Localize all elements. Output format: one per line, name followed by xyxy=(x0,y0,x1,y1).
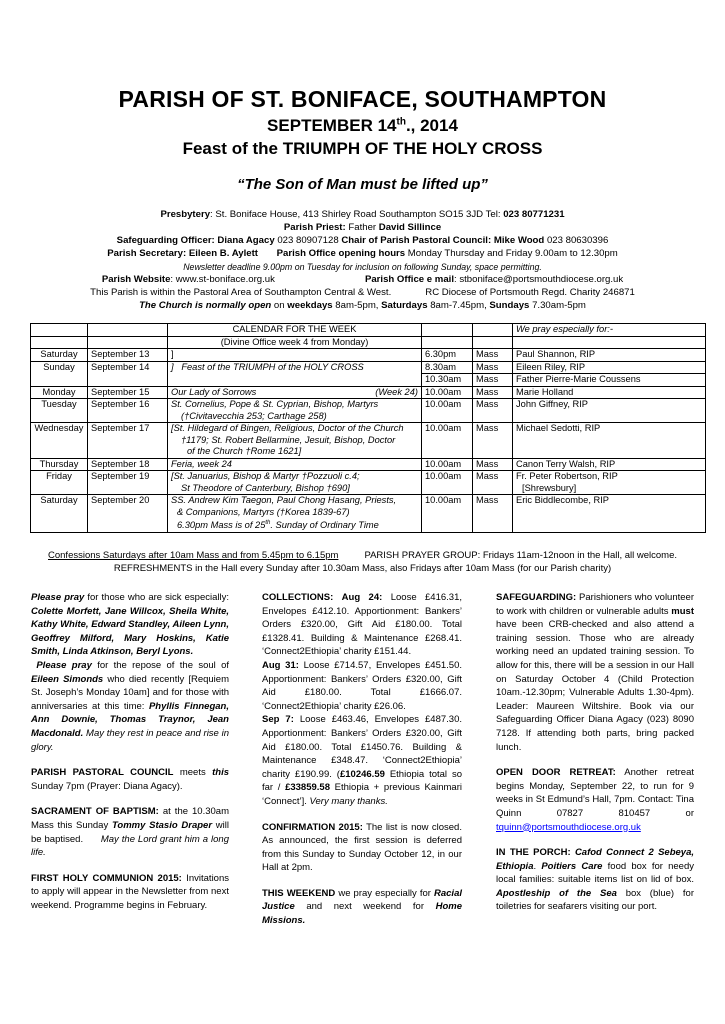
safeguarding-notice: SAFEGUARDING: Parishioners who volunteer to work with children or vulnerable adults must have been CRB-checked and also attend a training session. Those who are already working need an updated training session. To allow for this, there will be a session in our Hall on Saturday October 4 (Child Protection 10am.-12.30pm; Vulnerable Adults 1.30-4pm). Leader: Maureen Wiltshire. Book via our Safeguarding Officer Diana Agacy (023) 8090 7128. If attending both parts, bring packed lunch. xyxy=(496,592,694,753)
weekend-notice: THIS WEEKEND we pray especially for Racial Justice and next weekend for Home Missions. xyxy=(262,887,462,927)
priest-line: Parish Priest: Father David Sillince xyxy=(283,222,442,233)
calendar-row: Saturday September 20 SS. Andrew Kim Taegon, Paul Chong Hasang, Priests, & Companions, Martyrs (†Korea 1839-67) 6.30pm Mass is of 25th. Sunday of Ordinary Time 10.00am Mass Eric Biddlecombe, RIP xyxy=(31,495,706,533)
feast-title: Feast of the TRIUMPH OF THE HOLY CROSS xyxy=(182,139,543,158)
communion-notice: FIRST HOLY COMMUNION 2015: Invitations to apply will appear in the Newsletter from next weekend. Programme begins in February. xyxy=(31,872,229,911)
calendar-table xyxy=(30,323,706,533)
calendar-row: Saturday September 13 ] 6.30pm Mass Paul Shannon, RIP xyxy=(31,349,706,362)
area-line: This Parish is within the Pastoral Area of Southampton Central & West. RC Diocese of Portsmouth Regd. Charity 246871 xyxy=(90,287,635,298)
calendar-heading-row xyxy=(31,324,706,337)
calendar-subheading: (Divine Office week 4 from Monday) xyxy=(168,336,422,349)
deadline-line: Newsletter deadline 9.00pm on Tuesday for inclusion on following Sunday, space permitting. xyxy=(183,262,542,272)
calendar-row: Friday September 19 [St. Januarius, Bishop & Martyr †Pozzuoli c.4; St Theodore of Canterbury, Bishop †690] 10.00am Mass Fr. Peter Robertson, RIP [Shrewsbury] xyxy=(31,471,706,495)
pastoral-council-notice: PARISH PASTORAL COUNCIL meets this Sunday 7pm (Prayer: Diana Agacy). xyxy=(31,767,229,792)
motto: “The Son of Man must be lifted up” xyxy=(237,176,488,193)
issue-date: SEPTEMBER 14th., 2014 xyxy=(267,116,458,135)
pray-heading: We pray especially for:- xyxy=(513,324,706,337)
calendar-subheading-row xyxy=(31,336,706,349)
calendar-row: Sunday September 14 ] Feast of the TRIUMPH of the HOLY CROSS 8.30am Mass Eileen Riley, RIP xyxy=(31,361,706,374)
calendar-heading: CALENDAR FOR THE WEEK xyxy=(168,324,422,337)
porch-notice: IN THE PORCH: Cafod Connect 2 Sebeya, Ethiopia. Poitiers Care food box for needy local families: suitable items list on lid of box. Apostleship of the Sea box (blue) for toiletries for seafarers visiting our port. xyxy=(496,847,695,913)
column-right xyxy=(496,591,694,926)
refreshments-line: REFRESHMENTS in the Hall every Sunday after 10.30am Mass, also Fridays after 10am Mass (for our Parish charity) xyxy=(113,563,612,574)
calendar-row: 10.30am Mass Father Pierre-Marie Coussens xyxy=(31,374,706,387)
column-left xyxy=(31,591,232,924)
baptism-notice: SACRAMENT OF BAPTISM: at the 10.30am Mass this Sunday Tommy Stasio Draper will be baptised. May the Lord grant him a long life. xyxy=(31,806,232,859)
retreat-notice: OPEN DOOR RETREAT: Another retreat begins Monday, September 22, to run for 9 weeks in St Edmund’s Hall, 7pm. Contact: Tina Quinn 07827 810457 or tquinn@portsmouthdiocese.org.uk xyxy=(496,767,695,833)
presbytery-line: Presbytery: St. Boniface House, 413 Shirley Road Southampton SO15 3JD Tel: 023 80771231 xyxy=(160,209,565,220)
page-title: PARISH OF ST. BONIFACE, SOUTHAMPTON xyxy=(118,86,607,112)
retreat-email-link[interactable]: tquinn@portsmouthdiocese.org.uk xyxy=(496,821,641,833)
officers-line: Safeguarding Officer: Diana Agacy 023 80907128 Chair of Parish Pastoral Council: Mike Wood 023 80630396 xyxy=(116,235,609,246)
calendar-row: Thursday September 18 Feria, week 24 10.00am Mass Canon Terry Walsh, RIP xyxy=(31,458,706,471)
confirmation-notice: CONFIRMATION 2015: The list is now closed. As announced, the first session is deferred from this Sunday to Sunday October 12, in our Hall at 2pm. xyxy=(262,821,462,874)
collections-notice: COLLECTIONS: Aug 24: Loose £416.31, Envelopes £412.10. Apportionment: Bankers’ Orders £320.00, Gift Aid £180.00. Total £1328.41. Building & Maintenance £268.41. ‘Connect2Ethiopia’ charity £151.44. Aug 31: Loose £714.57, Envelopes £451.50. Apportionment: Bankers’ Orders £320.00, Gift Aid £180.00. Total £1666.07. ‘Connect2Ethiopia’ charity £26.06. Sep 7: Loose £463.46, Envelopes £487.30. Apportionment: Bankers’ Orders £320.00, Gift Aid £180.00. Total £1450.76. Building & Maintenance £348.47. ‘Connect2Ethiopia’ charity £190.99. (£10246.59 Ethiopia total so far / £33859.58 Ethiopia + previous Kainmari ‘Connect’]. Very many thanks. xyxy=(262,592,462,807)
column-middle xyxy=(262,591,462,940)
opening-line: The Church is normally open on weekdays 8am-5pm, Saturdays 8am-7.45pm, Sundays 7.30am-5pm xyxy=(139,300,586,311)
prayer-notice: Please pray for those who are sick especially: Colette Morfett, Jane Willcox, Sheila White, Kathy White, Edward Standley, Aileen Lynn, Geoffrey Milford, Mary Hoskins, Katie Smith, Linda Atkinson, Beryl Lyons. Please pray for the repose of the soul of Eileen Simonds who died recently [Requiem St. Joseph’s Monday 10am] and for those with anniversaries at this time: Phyllis Finnegan, Ann Downie, Thomas Traynor, Jean Macdonald. May they rest in peace and rise in glory. xyxy=(31,592,230,753)
calendar-row: Monday September 15 Our Lady of Sorrows (Week 24) 10.00am Mass Marie Holland xyxy=(31,386,706,399)
secretary-line: Parish Secretary: Eileen B. Aylett Parish Office opening hours Monday Thursday and Friday 9.00am to 12.30pm xyxy=(107,248,618,259)
confessions-line: Confessions Saturdays after 10am Mass and from 5.45pm to 6.15pm PARISH PRAYER GROUP: Fridays 11am-12noon in the Hall, all welcome. xyxy=(48,550,677,561)
calendar-row: Tuesday September 16 St. Cornelius, Pope & St. Cyprian, Bishop, Martyrs (†Civitavecchia 253; Carthage 258) 10.00am Mass John Giffney, RIP xyxy=(31,399,706,423)
calendar-row: Wednesday September 17 [St. Hildegard of Bingen, Religious, Doctor of the Church †1179; St. Robert Bellarmine, Jesuit, Bishop, Doctor of the Church †Rome 1621] 10.00am Mass Michael Sedotti, RIP xyxy=(31,423,706,459)
web-line: Parish Website: www.st-boniface.org.uk Parish Office e mail: stboniface@portsmouthdiocese.org.uk xyxy=(101,274,624,285)
